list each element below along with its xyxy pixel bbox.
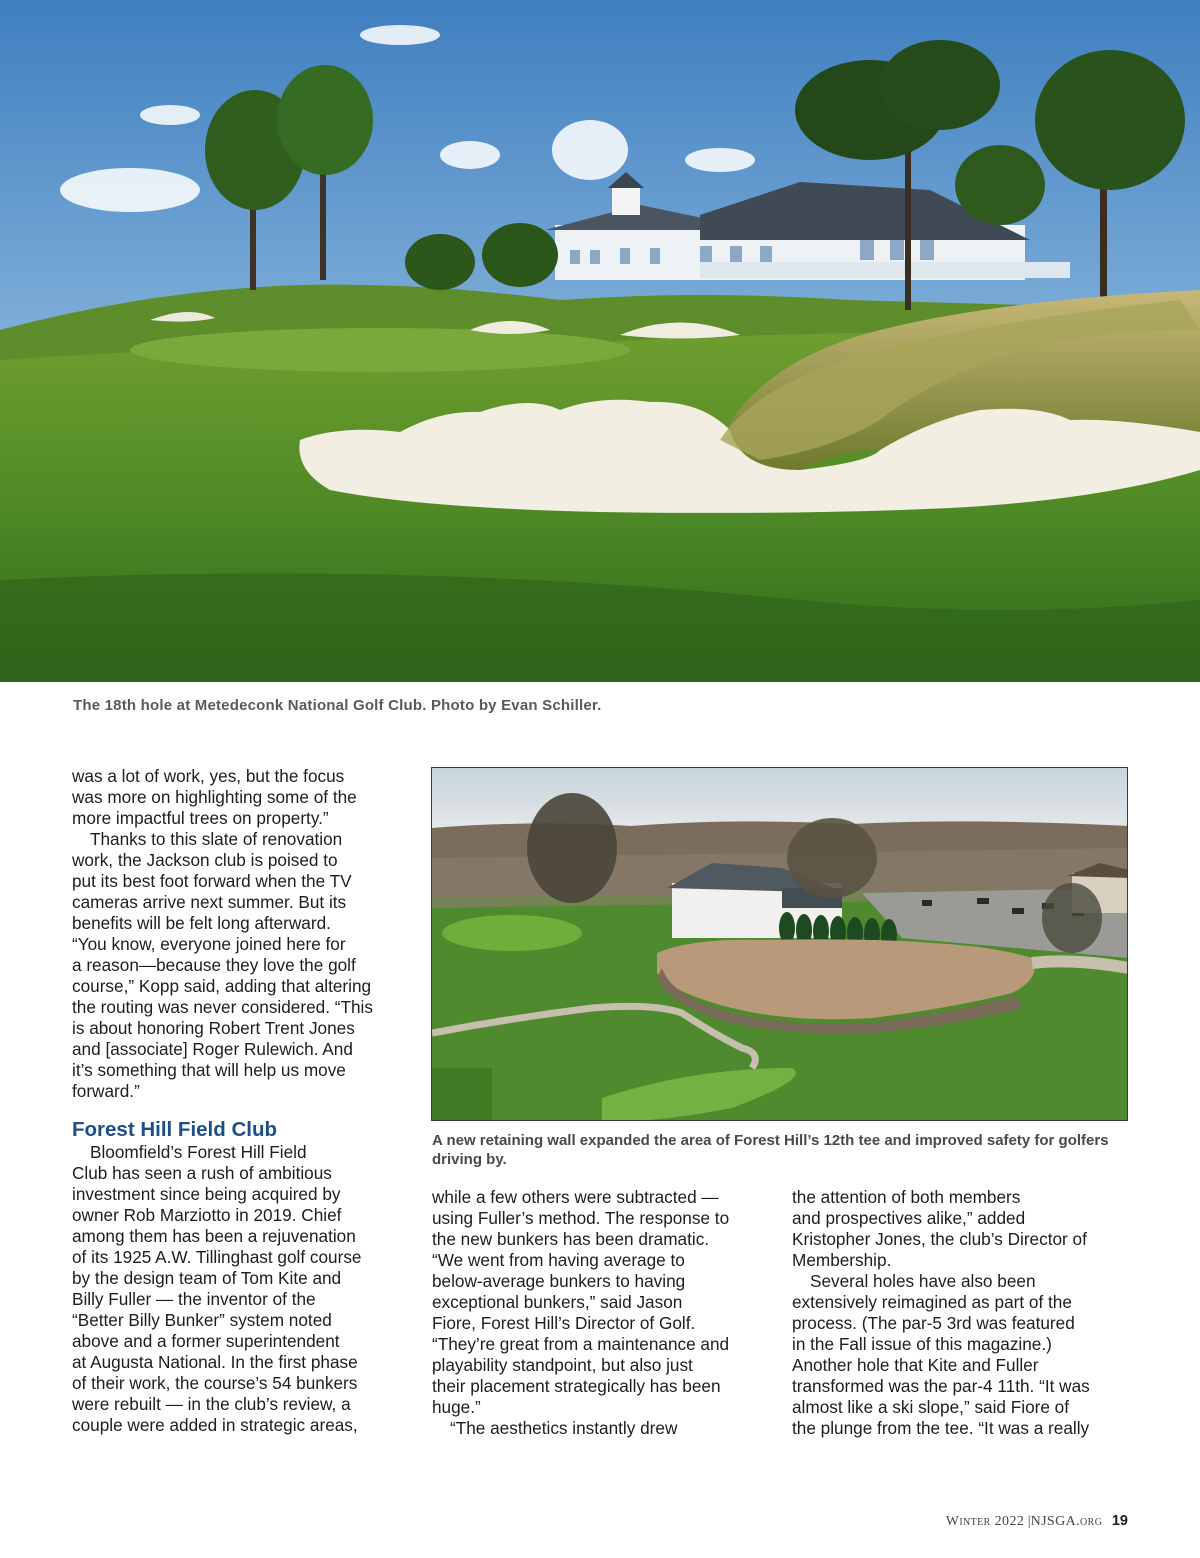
page-footer xyxy=(946,1513,1128,1530)
text-line: benefits will be felt long afterward. xyxy=(72,913,331,933)
text-line: the plunge from the tee. “It was a really xyxy=(792,1418,1090,1438)
text-line: above and a former superintendent xyxy=(72,1331,340,1351)
text-line: the attention of both members xyxy=(792,1187,1021,1207)
text-line: while a few others were subtracted — xyxy=(432,1187,719,1207)
site-label: NJSGA.org xyxy=(1030,1514,1103,1529)
paragraph xyxy=(72,1142,412,1436)
text-line: investment since being acquired by xyxy=(72,1184,341,1204)
footer-separator: | xyxy=(1027,1514,1031,1529)
text-line: playability standpoint, but also just xyxy=(432,1355,693,1375)
text-line: among them has been a rejuvenation xyxy=(72,1226,356,1246)
text-line: Fiore, Forest Hill’s Director of Golf. xyxy=(432,1313,696,1333)
text-line: a reason—because they love the golf xyxy=(72,955,356,975)
section-heading: Forest Hill Field Club xyxy=(72,1118,278,1141)
text-line: of its 1925 A.W. Tillinghast golf course xyxy=(72,1247,362,1267)
text-line: forward.” xyxy=(72,1081,140,1101)
text-line: put its best foot forward when the TV xyxy=(72,871,352,891)
text-line: couple were added in strategic areas, xyxy=(72,1415,358,1435)
text-line: “You know, everyone joined here for xyxy=(72,934,346,954)
article-column-1 xyxy=(72,766,412,1436)
paragraph xyxy=(792,1271,1132,1439)
page-number: 19 xyxy=(1111,1513,1128,1529)
golf-course-illustration xyxy=(0,0,1200,682)
text-line: Several holes have also been xyxy=(810,1271,1036,1291)
text-line: huge.” xyxy=(432,1397,481,1417)
text-line: were rebuilt — in the club’s review, a xyxy=(72,1394,351,1414)
hero-photo-caption: The 18th hole at Metedeconk National Golf Club. Photo by Evan Schiller. xyxy=(73,697,602,714)
text-line: transformed was the par-4 11th. “It was xyxy=(792,1376,1090,1396)
text-line: it’s something that will help us move xyxy=(72,1060,346,1080)
text-line: Kristopher Jones, the club’s Director of xyxy=(792,1229,1087,1249)
text-line: is about honoring Robert Trent Jones xyxy=(72,1018,355,1038)
text-line: Membership. xyxy=(792,1250,892,1270)
text-line: almost like a ski slope,” said Fiore of xyxy=(792,1397,1070,1417)
text-line: exceptional bunkers,” said Jason xyxy=(432,1292,683,1312)
text-line: process. (The par-5 3rd was featured xyxy=(792,1313,1075,1333)
text-line: “They’re great from a maintenance and xyxy=(432,1334,730,1354)
aerial-photo xyxy=(431,767,1128,1121)
article-column-3 xyxy=(792,1187,1132,1439)
text-line: their placement strategically has been xyxy=(432,1376,721,1396)
text-line: by the design team of Tom Kite and xyxy=(72,1268,342,1288)
paragraph xyxy=(432,1418,772,1439)
text-line: “We went from having average to xyxy=(432,1250,685,1270)
text-line: using Fuller’s method. The response to xyxy=(432,1208,730,1228)
text-line: at Augusta National. In the first phase xyxy=(72,1352,358,1372)
text-line: the routing was never considered. “This xyxy=(72,997,373,1017)
text-line: below-average bunkers to having xyxy=(432,1271,686,1291)
text-line: and [associate] Roger Rulewich. And xyxy=(72,1039,353,1059)
text-line: Another hole that Kite and Fuller xyxy=(792,1355,1039,1375)
text-line: work, the Jackson club is poised to xyxy=(72,850,338,870)
text-line: and prospectives alike,” added xyxy=(792,1208,1026,1228)
text-line: course,” Kopp said, adding that altering xyxy=(72,976,372,996)
paragraph xyxy=(72,766,412,829)
aerial-photo-caption: A new retaining wall expanded the area of Forest Hill’s 12th tee and improved safety for golfers driving by. xyxy=(432,1132,1109,1168)
paragraph xyxy=(432,1187,772,1418)
text-line: extensively reimagined as part of the xyxy=(792,1292,1072,1312)
text-line: “Better Billy Bunker” system noted xyxy=(72,1310,332,1330)
text-line: the new bunkers has been dramatic. xyxy=(432,1229,710,1249)
text-line: of their work, the course’s 54 bunkers xyxy=(72,1373,358,1393)
text-line: in the Fall issue of this magazine.) xyxy=(792,1334,1052,1354)
paragraph xyxy=(72,829,412,1102)
text-line: more impactful trees on property.” xyxy=(72,808,329,828)
text-line: Bloomfield’s Forest Hill Field xyxy=(90,1142,307,1162)
aerial-course-illustration xyxy=(432,768,1128,1121)
text-line: “The aesthetics instantly drew xyxy=(450,1418,678,1438)
article-column-2 xyxy=(432,1187,772,1439)
text-line: Thanks to this slate of renovation xyxy=(90,829,343,849)
hero-photo xyxy=(0,0,1200,682)
text-line: was a lot of work, yes, but the focus xyxy=(72,766,345,786)
text-line: Billy Fuller — the inventor of the xyxy=(72,1289,316,1309)
paragraph xyxy=(792,1187,1132,1271)
text-line: owner Rob Marziotto in 2019. Chief xyxy=(72,1205,342,1225)
text-line: cameras arrive next summer. But its xyxy=(72,892,347,912)
text-line: Club has seen a rush of ambitious xyxy=(72,1163,332,1183)
text-line: was more on highlighting some of the xyxy=(72,787,357,807)
issue-label: Winter 2022 xyxy=(945,1514,1025,1529)
